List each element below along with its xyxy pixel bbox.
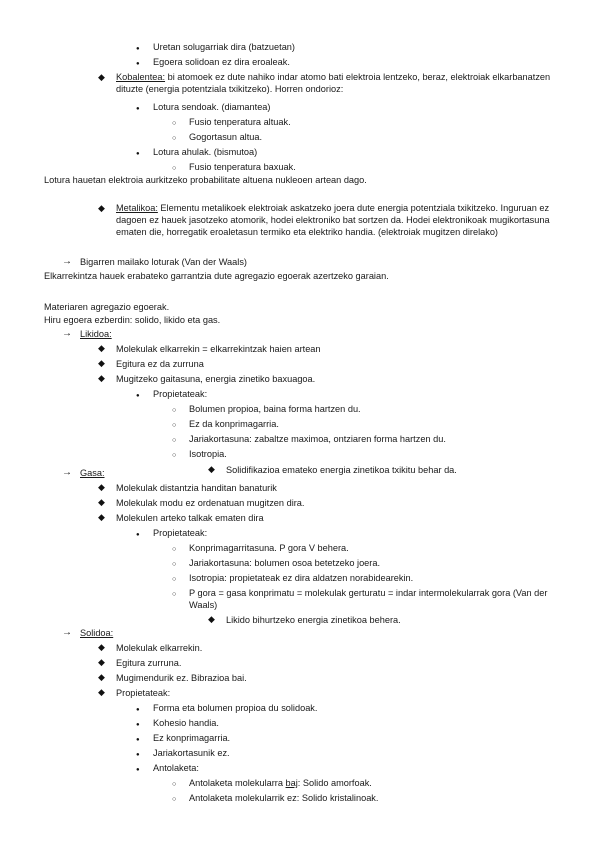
bullet-circle bbox=[172, 449, 176, 462]
text-line: Propietateak: bbox=[116, 688, 171, 698]
text-line: Hiru egoera ezberdin: solido, likido eta gas. bbox=[44, 315, 221, 325]
text-line: Egitura ez da zurruna bbox=[116, 359, 204, 369]
bullet-circle bbox=[172, 419, 176, 432]
bullet-dot bbox=[136, 57, 140, 70]
bullet-diamond bbox=[98, 372, 105, 384]
text-line: Molekulak elkarrekin = elkarrekintzak haien artean bbox=[116, 344, 321, 354]
underlined-word: baj bbox=[285, 778, 298, 788]
text-line: Lotura ahulak. (bismutoa) bbox=[153, 147, 258, 157]
bullet-circle bbox=[172, 434, 176, 447]
bullet-arrow bbox=[62, 327, 72, 340]
metallic-text: Elementu metalikoek elektroiak askatzeko joera dute energia potentziala txikitzeko. Inguruan ez dagoen ez hauek jasotzeko atomorik, hodei elektroniko bat sortzen da. Hodei elektronikoak mugikortasuna ematen die, horregatik eroaletasun termiko eta elektriko handia. (elektroiak mugitzen direlako) bbox=[116, 203, 550, 237]
bullet-circle bbox=[172, 558, 176, 571]
section-heading: Materiaren agregazio egoerak. bbox=[44, 302, 170, 312]
bullet-diamond bbox=[98, 656, 105, 668]
bullet-arrow bbox=[62, 255, 72, 268]
term-metallic: Metalikoa: bbox=[116, 203, 158, 213]
text-line: Likido bihurtzeko energia zinetikoa behera. bbox=[226, 615, 401, 625]
text-line: P gora = gasa konprimatu = molekulak gerturatu = indar intermolekularrak gora (Van der Waals) bbox=[189, 588, 548, 610]
heading-solid: Solidoa: bbox=[80, 628, 114, 638]
bullet-diamond bbox=[98, 357, 105, 369]
text-line: Lotura hauetan elektroia aurkitzeko probabilitate altuena nukleoen artean dago. bbox=[44, 175, 367, 185]
text-line: Antolaketa molekularrik ez: Solido kristalinoak. bbox=[189, 793, 379, 803]
bullet-diamond bbox=[98, 641, 105, 653]
bullet-dot bbox=[136, 703, 140, 716]
text-line: Solidifikazioa emateko energia zinetikoa txikitu behar da. bbox=[226, 465, 457, 475]
text-line: Ez konprimagarria. bbox=[153, 733, 231, 743]
bullet-diamond bbox=[98, 686, 105, 698]
text-line: Konprimagarritasuna. P gora V behera. bbox=[189, 543, 349, 553]
bullet-circle bbox=[172, 778, 176, 791]
bullet-diamond bbox=[98, 481, 105, 493]
text-line: Molekulen arteko talkak ematen dira bbox=[116, 513, 264, 523]
text-line: Jariakortasunik ez. bbox=[153, 748, 230, 758]
bullet-diamond bbox=[98, 202, 105, 214]
bullet-diamond bbox=[208, 613, 215, 625]
text-line: Egoera solidoan ez dira eroaleak. bbox=[153, 57, 290, 67]
text-line: Jariakortasuna: zabaltze maximoa, ontziaren forma hartzen du. bbox=[189, 434, 446, 444]
text-line: Molekulak elkarrekin. bbox=[116, 643, 203, 653]
metallic-paragraph bbox=[116, 202, 562, 238]
bullet-arrow bbox=[62, 626, 72, 639]
bullet-dot bbox=[136, 528, 140, 541]
bullet-dot bbox=[136, 147, 140, 160]
text-line: Propietateak: bbox=[153, 528, 208, 538]
bullet-circle bbox=[172, 117, 176, 130]
heading-liquid: Likidoa: bbox=[80, 329, 112, 339]
bullet-dot bbox=[136, 42, 140, 55]
term-covalent: Kobalentea: bbox=[116, 72, 166, 82]
bullet-dot bbox=[136, 389, 140, 402]
text-line: Mugitzeko gaitasuna, energia zinetiko baxuagoa. bbox=[116, 374, 316, 384]
text-line bbox=[189, 777, 372, 789]
text-part: Antolaketa molekularra bbox=[189, 778, 286, 788]
text-line: Isotropia: propietateak ez dira aldatzen norabidearekin. bbox=[189, 573, 414, 583]
bullet-dot bbox=[136, 748, 140, 761]
text-line: Mugimendurik ez. Bibrazioa bai. bbox=[116, 673, 247, 683]
bullet-circle bbox=[172, 793, 176, 806]
bullet-arrow bbox=[62, 466, 72, 479]
text-line: Lotura sendoak. (diamantea) bbox=[153, 102, 271, 112]
bullet-dot bbox=[136, 102, 140, 115]
bullet-dot bbox=[136, 718, 140, 731]
text-line: Propietateak: bbox=[153, 389, 208, 399]
bullet-diamond bbox=[208, 463, 215, 475]
bullet-dot bbox=[136, 733, 140, 746]
bullet-circle bbox=[172, 132, 176, 145]
text-line: Molekulak distantzia handitan banaturik bbox=[116, 483, 277, 493]
bullet-diamond bbox=[98, 71, 105, 83]
bullet-diamond bbox=[98, 342, 105, 354]
bullet-circle bbox=[172, 588, 176, 601]
text-line: Forma eta bolumen propioa du solidoak. bbox=[153, 703, 318, 713]
covalent-paragraph bbox=[116, 71, 562, 95]
text-line: Uretan solugarriak dira (batzuetan) bbox=[153, 42, 295, 52]
bullet-dot bbox=[136, 763, 140, 776]
text-line: Kohesio handia. bbox=[153, 718, 219, 728]
text-line: Elkarrekintza hauek erabateko garrantzia dute agregazio egoerak azertzeko garaian. bbox=[44, 271, 389, 281]
bullet-diamond bbox=[98, 671, 105, 683]
text-line: Fusio tenperatura altuak. bbox=[189, 117, 291, 127]
text-line: Egitura zurruna. bbox=[116, 658, 182, 668]
bullet-circle bbox=[172, 573, 176, 586]
text-line: Antolaketa: bbox=[153, 763, 199, 773]
heading-gas: Gasa: bbox=[80, 468, 105, 478]
covalent-text: bi atomoek ez dute nahiko indar atomo bati elektroia lentzeko, beraz, elektroiak elkarbanatzen dituzte (energia potentziala txikitzeko). Horren ondorioz: bbox=[116, 72, 551, 94]
bullet-circle bbox=[172, 404, 176, 417]
bullet-diamond bbox=[98, 496, 105, 508]
text-line: Molekulak modu ez ordenatuan mugitzen dira. bbox=[116, 498, 305, 508]
text-part: : Solido amorfoak. bbox=[297, 778, 372, 788]
text-line: Jariakortasuna: bolumen osoa betetzeko joera. bbox=[189, 558, 381, 568]
text-line: Gogortasun altua. bbox=[189, 132, 263, 142]
bullet-diamond bbox=[98, 511, 105, 523]
bullet-circle bbox=[172, 543, 176, 556]
text-line: Bolumen propioa, baina forma hartzen du. bbox=[189, 404, 361, 414]
text-line: Isotropia. bbox=[189, 449, 227, 459]
text-line: Bigarren mailako loturak (Van der Waals) bbox=[80, 257, 247, 267]
text-line: Fusio tenperatura baxuak. bbox=[189, 162, 296, 172]
text-line: Ez da konprimagarria. bbox=[189, 419, 279, 429]
